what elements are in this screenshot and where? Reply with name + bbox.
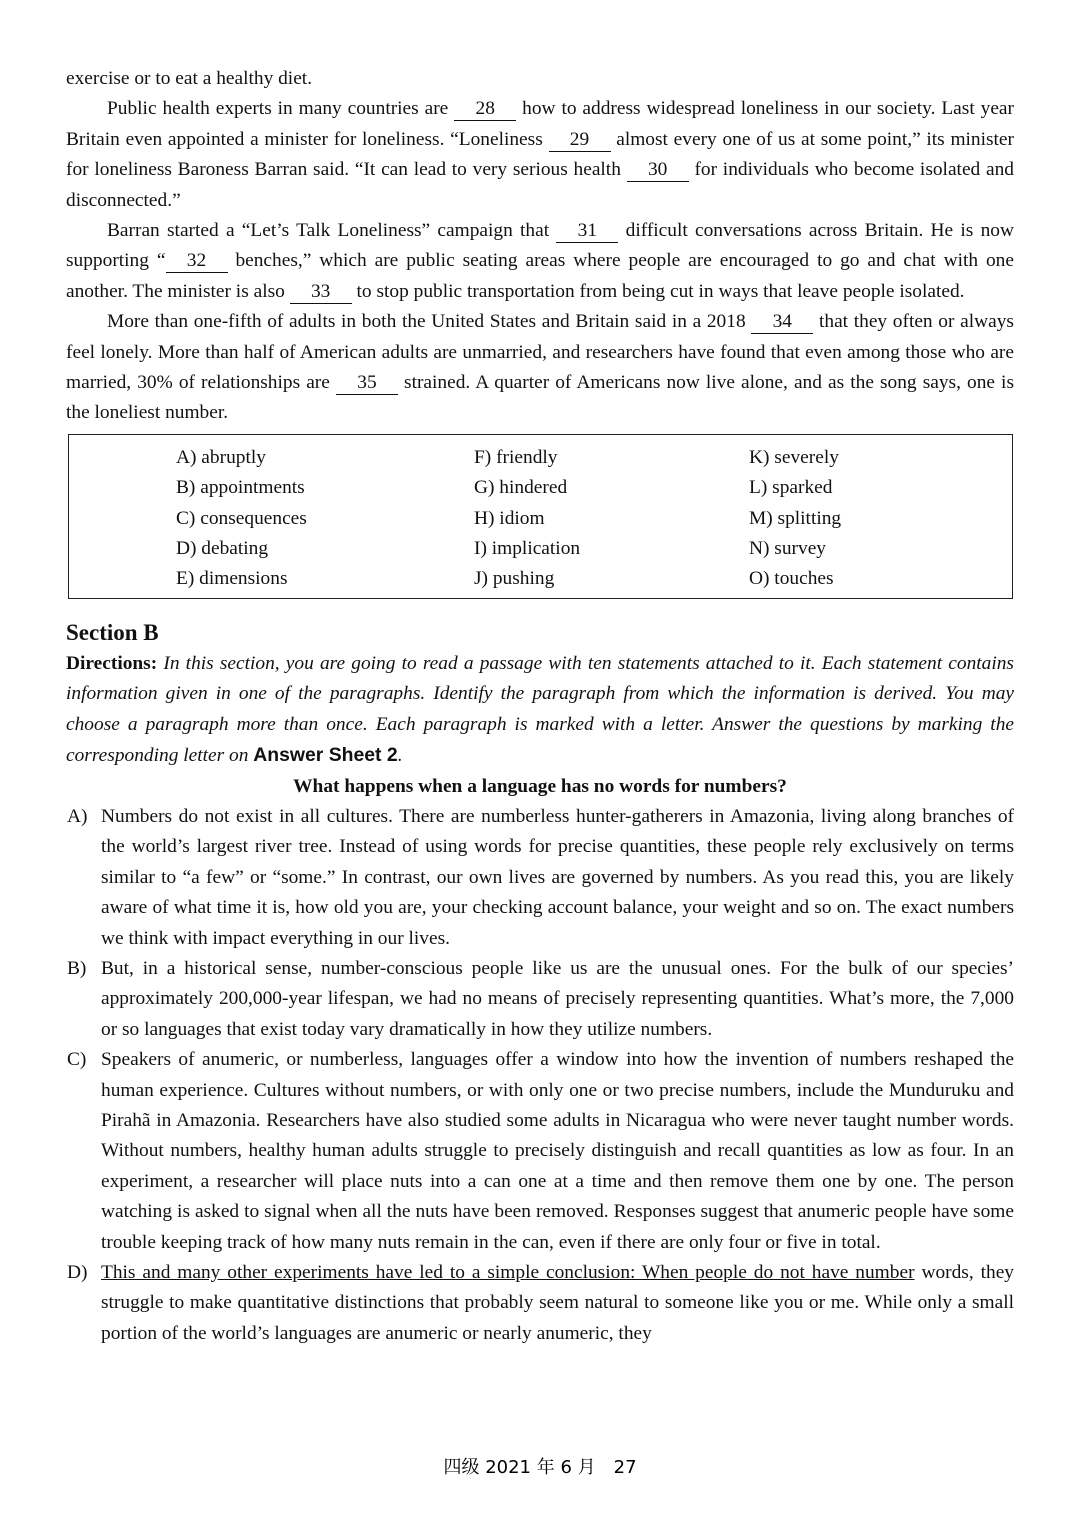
paragraph-d: [66, 1258, 1014, 1349]
word-option-a: A) abruptly: [176, 446, 266, 468]
word-option-e: E) dimensions: [176, 568, 288, 590]
paragraph-text: This and many other experiments have led to a simple conclusion: When people do not have number words, they struggle to make quantitative distinctions that probably seem natural to someone like you or me. While only a small portion of the world’s languages are anumeric or nearly anumeric, they: [101, 1262, 1014, 1344]
paragraph-text: Speakers of anumeric, or numberless, languages offer a window into how the invention of numbers reshaped the human experience. Cultures without numbers, or with only one or two precise numbers, include the Munduruku and Pirahã in Amazonia. Researchers have also studied some adults in Nicaragua who were never taught number words. Without numbers, healthy human adults struggle to precisely distinguish and recall quantities as low as four. In an experiment, a researcher will place nuts into a can one at a time and then remove them one by one. The person watching is asked to signal when all the nuts have been removed. Responses suggest that anumeric people have some trouble keeping track of how many nuts remain in the can, even if there are only four or five in total.: [101, 1049, 1014, 1253]
word-option-b: B) appointments: [176, 477, 305, 499]
paragraph-label: D): [67, 1262, 88, 1283]
answer-sheet-label: Answer Sheet 2: [253, 744, 398, 767]
paragraph-text: Numbers do not exist in all cultures. There are numberless hunter-gatherers in Amazonia, living along branches of the world’s largest river tree. Instead of using words for precise quantities, these people rely exclusively on terms similar to “a few” or “some.” In contrast, our own lives are governed by numbers. As you read this, you are likely aware of what time it is, how old you are, your checking account balance, your weight and so on. The exact numbers we think with impact everything in our lives.: [101, 805, 1014, 949]
blank-30[interactable]: 30: [627, 159, 689, 182]
section-b-directions: Directions: In this section, you are going to read a passage with ten statements attached to it. Each statement contains information given in one of the paragraphs. Identify the paragraph from which the information is derived. You may choose a paragraph more than once. Each paragraph is marked with a letter. Answer the questions by marking the corresponding letter on Answer Sheet 2.: [66, 652, 1014, 767]
word-option-i: I) implication: [474, 538, 581, 560]
paragraph-a: [66, 802, 1014, 954]
blank-33[interactable]: 33: [290, 281, 352, 304]
cloze-paragraph-2: Barran started a “Let’s Talk Loneliness” campaign that 31 difficult conversations across Britain. He is now supporting “ 32 benches,” which are public seating areas where people are encouraged to go and chat with one another. The minister is also 33 to stop public transportation from being cut in ways that leave people isolated.: [66, 220, 1014, 302]
word-option-g: G) hindered: [474, 477, 568, 499]
word-bank-column-3: [749, 443, 841, 595]
paragraph-label: B): [67, 957, 87, 979]
paragraph-text: But, in a historical sense, number-conscious people like us are the unusual ones. For the bulk of our species’ approximately 200,000-year lifespan, we had no means of precisely representing quantities. What’s more, the 7,000 or so languages that exist today vary dramatically in how they utilize numbers.: [101, 957, 1014, 1040]
word-option-c: C) consequences: [176, 507, 307, 529]
blank-28[interactable]: 28: [454, 98, 516, 121]
paragraph-label: A): [67, 805, 88, 827]
word-option-h: H) idiom: [474, 507, 545, 529]
word-option-m: M) splitting: [749, 507, 842, 529]
word-bank-column-1: [176, 443, 307, 595]
paragraph-label: C): [67, 1049, 87, 1071]
paragraph-c: [66, 1045, 1014, 1258]
exam-page: [66, 64, 1014, 1349]
blank-35[interactable]: 35: [336, 372, 398, 395]
blank-32[interactable]: 32: [166, 250, 228, 273]
word-option-k: K) severely: [749, 446, 839, 468]
cloze-paragraph-3: More than one-fifth of adults in both the United States and Britain said in a 2018 34 that they often or always feel lonely. More than half of American adults are unmarried, and researchers have found that even among those who are married, 30% of relationships are 35 strained. A quarter of Americans now live alone, and as the song says, one is the loneliest number.: [66, 311, 1014, 424]
word-option-d: D) debating: [176, 538, 269, 560]
word-option-o: O) touches: [749, 568, 834, 590]
word-option-n: N) survey: [749, 538, 827, 560]
cloze-paragraph-1: Public health experts in many countries are 28 how to address widespread loneliness in our society. Last year Britain even appointed a minister for loneliness. “Loneliness 29 almost every one of us at some point,” its minister for loneliness Baroness Barran said. “It can lead to very serious health 30 for individuals who become isolated and disconnected.”: [66, 98, 1014, 211]
blank-31[interactable]: 31: [556, 220, 618, 243]
word-option-f: F) friendly: [474, 446, 558, 468]
word-bank: [68, 434, 1013, 599]
word-bank-column-2: [474, 443, 580, 595]
underlined-text: This and many other experiments have led to a simple conclusion: When people do not have number: [101, 1262, 915, 1283]
cloze-line-0: exercise or to eat a healthy diet.: [66, 68, 313, 89]
blank-29[interactable]: 29: [549, 129, 611, 152]
page-footer: 四级 2021 年 6 月 27: [443, 1457, 637, 1478]
word-option-j: J) pushing: [474, 568, 555, 590]
blank-34[interactable]: 34: [751, 311, 813, 334]
word-option-l: L) sparked: [749, 477, 833, 499]
passage-title: What happens when a language has no words for numbers?: [293, 775, 787, 797]
section-b-title: Section B: [66, 619, 159, 645]
paragraph-b: [66, 954, 1014, 1045]
